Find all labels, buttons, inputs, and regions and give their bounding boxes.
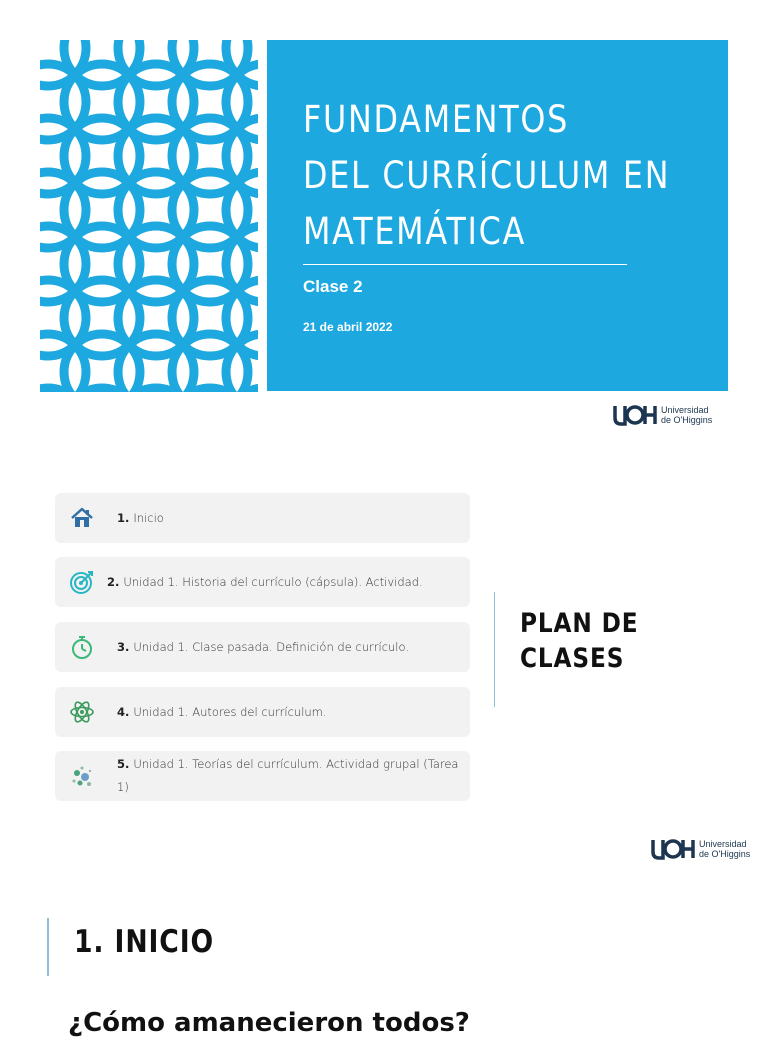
uoh-logo-icon: [613, 404, 657, 426]
university-name-line: de O'Higgins: [661, 415, 713, 425]
section-question: ¿Cómo amanecieron todos?: [68, 1008, 470, 1038]
section-heading: [74, 924, 237, 960]
plan-item-text: [117, 622, 465, 672]
plan-item-label: Inicio: [133, 510, 164, 525]
plan-item-text: [117, 751, 465, 801]
section-accent-bar: [47, 918, 49, 976]
cover-subtitle: Clase 2: [303, 277, 363, 296]
plan-item-number: 5.: [117, 757, 130, 771]
plan-heading-line: CLASES: [520, 643, 625, 674]
cover-title-line: MATEMÁTICA: [303, 210, 527, 253]
university-name-line: de O'Higgins: [699, 849, 751, 859]
plan-item-number: 2.: [107, 574, 120, 589]
target-icon: [69, 569, 95, 595]
plan-item-number: 4.: [117, 704, 130, 719]
cover-date: 21 de abril 2022: [303, 320, 393, 334]
plan-item-historia: [55, 557, 470, 607]
plan-heading: [520, 606, 658, 676]
plan-item-clase-pasada: [55, 622, 470, 672]
plan-item-text: [107, 557, 455, 607]
university-logo: [613, 404, 712, 426]
section-heading-text: 1. INICIO: [74, 924, 215, 960]
home-icon: [69, 505, 95, 531]
plan-item-label: Unidad 1. Clase pasada. Definición de currículo.: [133, 639, 409, 654]
plan-item-text: [117, 493, 465, 543]
cover-divider: [303, 264, 627, 265]
cover-title-line: FUNDAMENTOS: [303, 98, 570, 141]
molecules-icon: [69, 763, 95, 789]
university-name: [661, 405, 712, 425]
plan-item-text: [117, 687, 465, 737]
plan-item-autores: [55, 687, 470, 737]
decorative-circle-pattern: [40, 40, 258, 392]
stopwatch-icon: [69, 634, 95, 660]
plan-divider: [494, 592, 495, 707]
university-name-line: Universidad: [699, 839, 747, 849]
university-name: [699, 839, 750, 859]
plan-item-inicio: [55, 493, 470, 543]
cover-title-line: DEL CURRÍCULUM EN: [303, 154, 671, 197]
university-logo: [651, 838, 750, 860]
plan-item-teorias: [55, 751, 470, 801]
university-name-line: Universidad: [661, 405, 709, 415]
cover-title: [303, 92, 713, 260]
plan-item-label: Unidad 1. Historia del currículo (cápsula). Actividad.: [123, 574, 423, 589]
plan-item-number: 1.: [117, 510, 130, 525]
plan-item-label: Unidad 1. Autores del currículum.: [133, 704, 327, 719]
plan-heading-line: PLAN DE: [520, 608, 639, 639]
uoh-logo-icon: [651, 838, 695, 860]
atom-icon: [69, 699, 95, 725]
plan-item-number: 3.: [117, 639, 130, 654]
plan-item-label: Unidad 1. Teorías del currículum. Actividad grupal (Tarea 1): [117, 757, 459, 794]
cover-title-panel: [267, 40, 728, 391]
